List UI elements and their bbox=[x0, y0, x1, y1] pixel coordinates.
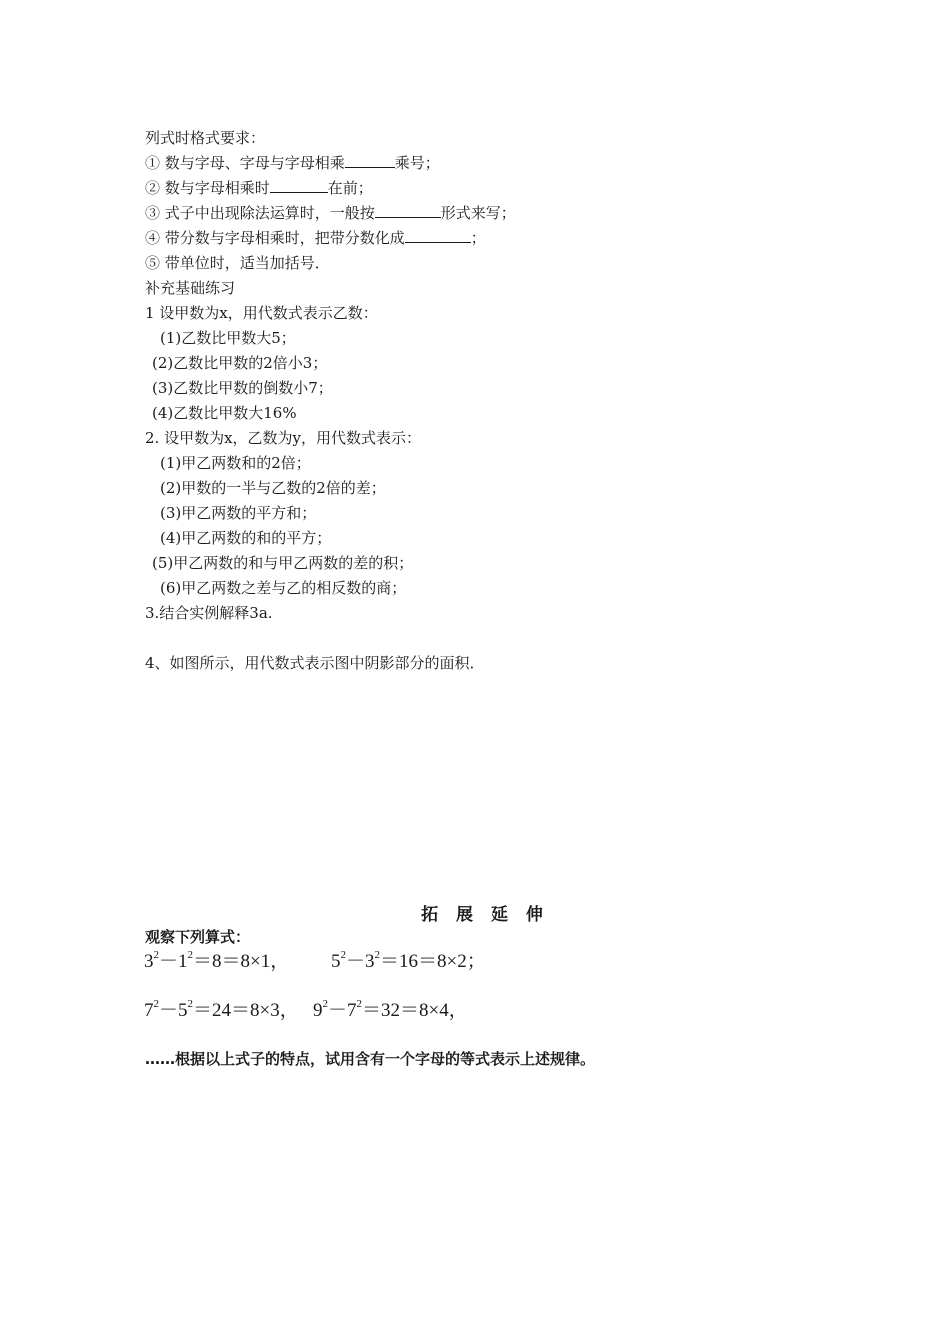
equation-3 bbox=[144, 999, 299, 1023]
format-item-1 bbox=[145, 153, 440, 173]
format-heading: 列式时格式要求： bbox=[145, 129, 266, 147]
q4-text: 4、如图所示，用代数式表示图中阴影部分的面积． bbox=[145, 654, 485, 672]
blank-3[interactable] bbox=[375, 203, 441, 218]
equation-2 bbox=[331, 950, 486, 974]
eq4-b: 7 bbox=[347, 1000, 357, 1021]
eq3-exp-b: 2 bbox=[187, 998, 194, 1010]
eq1-exp-a: 2 bbox=[153, 949, 159, 961]
eq2-b: 3 bbox=[365, 951, 375, 972]
q2-item: (4)甲乙两数的和的平方； bbox=[160, 529, 332, 547]
eq3-minus: － bbox=[159, 1000, 179, 1021]
q2-item: (6)甲乙两数之差与乙的相反数的商； bbox=[160, 579, 407, 597]
conclusion-text: ……根据以上式子的特点，试用含有一个字母的等式表示上述规律。 bbox=[145, 1050, 596, 1068]
eq1-a: 3 bbox=[144, 951, 154, 972]
format-item-3-pre: ③ 式子中出现除法运算时，一般按 bbox=[145, 204, 375, 222]
eq1-exp-b: 2 bbox=[187, 949, 194, 961]
format-item-2 bbox=[145, 178, 373, 198]
eq3-exp-a: 2 bbox=[153, 998, 159, 1010]
q2-stem: 2. 设甲数为x，乙数为y，用代数式表示： bbox=[145, 429, 422, 447]
eq1-b: 1 bbox=[178, 951, 188, 972]
format-item-4-pre: ④ 带分数与字母相乘时，把带分数化成 bbox=[145, 229, 405, 247]
q2-item: (2)甲数的一半与乙数的2倍的差； bbox=[160, 479, 386, 497]
format-item-1-pre: ① 数与字母、字母与字母相乘 bbox=[145, 154, 345, 172]
format-item-5: ⑤ 带单位时，适当加括号． bbox=[145, 254, 330, 272]
eq3-b: 5 bbox=[178, 1000, 188, 1021]
q1-item: (1)乙数比甲数大5； bbox=[160, 329, 296, 347]
format-item-3 bbox=[145, 203, 516, 223]
eq4-rest: ＝32＝8×4， bbox=[362, 1000, 468, 1021]
extension-title: 拓 展 延 伸 bbox=[421, 905, 549, 925]
blank-4[interactable] bbox=[405, 228, 471, 243]
blank-1[interactable] bbox=[345, 153, 395, 168]
eq2-exp-b: 2 bbox=[374, 949, 381, 961]
q1-item: (2)乙数比甲数的2倍小3； bbox=[152, 354, 328, 372]
eq1-rest: ＝8＝8×1， bbox=[193, 951, 290, 972]
q2-item: (1)甲乙两数和的2倍； bbox=[160, 454, 311, 472]
q1-stem: 1 设甲数为x，用代数式表示乙数： bbox=[145, 304, 378, 322]
q1-item: (4)乙数比甲数大16% bbox=[152, 404, 297, 422]
eq4-minus: － bbox=[328, 1000, 348, 1021]
q1-item: (3)乙数比甲数的倒数小7； bbox=[152, 379, 333, 397]
q2-item: (3)甲乙两数的平方和； bbox=[160, 504, 317, 522]
equation-1 bbox=[144, 950, 289, 974]
format-item-4 bbox=[145, 228, 486, 248]
q3-text: 3.结合实例解释3a. bbox=[145, 604, 273, 622]
eq4-exp-b: 2 bbox=[356, 998, 363, 1010]
observe-heading: 观察下列算式： bbox=[145, 928, 251, 946]
format-item-3-post: 形式来写； bbox=[440, 204, 516, 222]
eq2-a: 5 bbox=[331, 951, 341, 972]
format-item-4-post: ； bbox=[470, 229, 486, 247]
eq2-minus: － bbox=[346, 951, 366, 972]
format-item-1-post: 乘号； bbox=[394, 154, 440, 172]
eq2-exp-a: 2 bbox=[340, 949, 346, 961]
practice-heading: 补充基础练习 bbox=[145, 279, 236, 297]
blank-2[interactable] bbox=[270, 178, 328, 193]
format-item-2-pre: ② 数与字母相乘时 bbox=[145, 179, 270, 197]
eq3-rest: ＝24＝8×3， bbox=[193, 1000, 299, 1021]
eq4-exp-a: 2 bbox=[322, 998, 328, 1010]
format-item-2-post: 在前； bbox=[327, 179, 373, 197]
eq2-rest: ＝16＝8×2； bbox=[380, 951, 486, 972]
equation-4 bbox=[313, 999, 468, 1023]
eq4-a: 9 bbox=[313, 1000, 323, 1021]
eq1-minus: － bbox=[159, 951, 179, 972]
q2-item: (5)甲乙两数的和与甲乙两数的差的积； bbox=[152, 554, 414, 572]
eq3-a: 7 bbox=[144, 1000, 154, 1021]
